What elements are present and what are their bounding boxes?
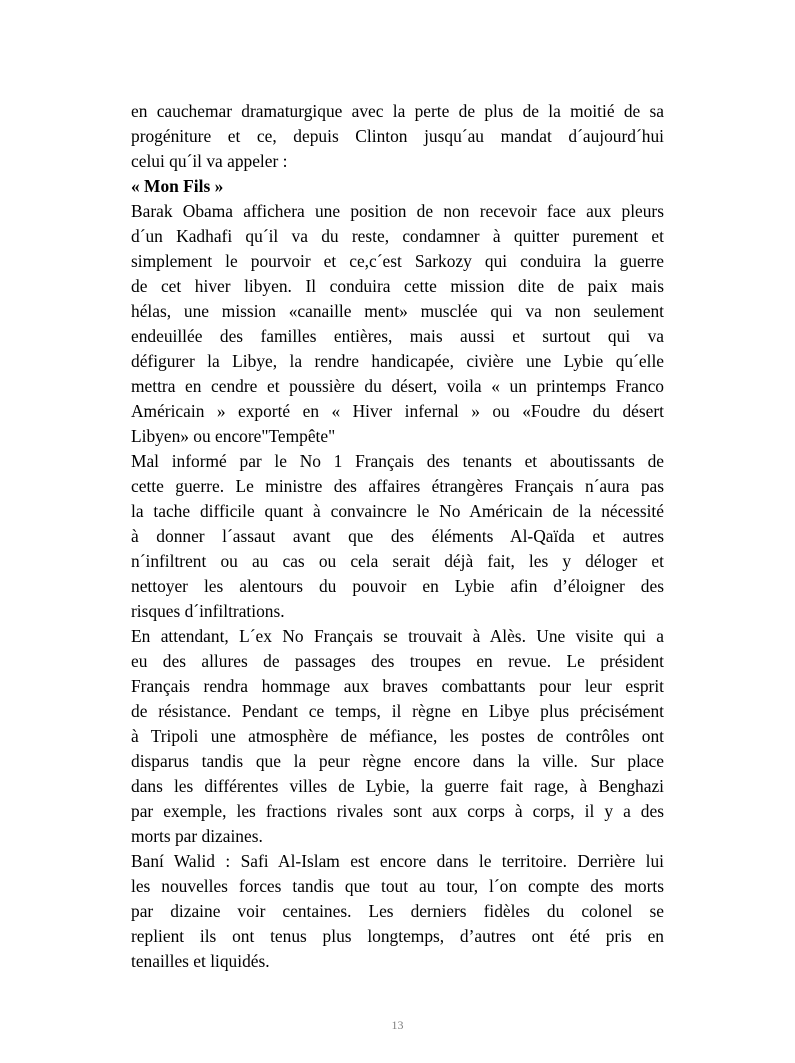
text-line: En attendant, L´ex No Français se trouvait à Alès. Une visite qui a bbox=[131, 626, 664, 646]
text-line: Libyen» ou encore"Tempête" bbox=[131, 426, 336, 446]
text-line: la tache difficile quant à convaincre le No Américain de la nécessité bbox=[131, 501, 664, 521]
text-line: « Mon Fils » bbox=[131, 176, 224, 196]
text-line: celui qu´il va appeler : bbox=[131, 151, 288, 171]
text-line: Mal informé par le No 1 Français des tenants et aboutissants de bbox=[131, 451, 664, 471]
text-line: de cet hiver libyen. Il conduira cette mission dite de paix mais bbox=[131, 276, 664, 296]
text-line: progéniture et ce, depuis Clinton jusqu´au mandat d´aujourd´hui bbox=[131, 126, 664, 146]
text-line: eu des allures de passages des troupes en revue. Le président bbox=[131, 651, 664, 671]
text-line: Français rendra hommage aux braves combattants pour leur esprit bbox=[131, 676, 664, 696]
paragraph bbox=[131, 849, 664, 974]
text-line: en cauchemar dramaturgique avec la perte de plus de la moitié de sa bbox=[131, 101, 664, 121]
paragraph bbox=[131, 624, 664, 849]
text-line: de résistance. Pendant ce temps, il règne en Libye plus précisément bbox=[131, 701, 664, 721]
text-line: par dizaine voir centaines. Les derniers fidèles du colonel se bbox=[131, 901, 664, 921]
text-line: tenailles et liquidés. bbox=[131, 951, 270, 971]
text-line: simplement le pourvoir et ce,c´est Sarkozy qui conduira la guerre bbox=[131, 251, 664, 271]
page-number: 13 bbox=[391, 1018, 404, 1032]
text-line: disparus tandis que la peur règne encore dans la ville. Sur place bbox=[131, 751, 664, 771]
text-line: les nouvelles forces tandis que tout au tour, l´on compte des morts bbox=[131, 876, 664, 896]
text-line: n´infiltrent ou au cas ou cela serait déjà fait, les y déloger et bbox=[131, 551, 664, 571]
text-line: morts par dizaines. bbox=[131, 826, 263, 846]
body-text bbox=[131, 99, 664, 974]
section-heading bbox=[131, 174, 664, 199]
text-line: défigurer la Libye, la rendre handicapée, civière une Lybie qu´elle bbox=[131, 351, 664, 371]
text-line: par exemple, les fractions rivales sont aux corps à corps, il y a des bbox=[131, 801, 664, 821]
text-line: dans les différentes villes de Lybie, la guerre fait rage, à Benghazi bbox=[131, 776, 664, 796]
text-line: Baní Walid : Safi Al-Islam est encore dans le territoire. Derrière lui bbox=[131, 851, 664, 871]
paragraph bbox=[131, 199, 664, 449]
text-line: à donner l´assaut avant que des éléments Al-Qaïda et autres bbox=[131, 526, 664, 546]
text-line: endeuillée des familles entières, mais aussi et surtout qui va bbox=[131, 326, 664, 346]
paragraph bbox=[131, 99, 664, 174]
text-line: risques d´infiltrations. bbox=[131, 601, 285, 621]
text-line: replient ils ont tenus plus longtemps, d’autres ont été pris en bbox=[131, 926, 664, 946]
text-line: d´un Kadhafi qu´il va du reste, condamner à quitter purement et bbox=[131, 226, 664, 246]
text-line: Barak Obama affichera une position de non recevoir face aux pleurs bbox=[131, 201, 664, 221]
paragraph bbox=[131, 449, 664, 624]
text-line: nettoyer les alentours du pouvoir en Lybie afin d’éloigner des bbox=[131, 576, 664, 596]
text-line: hélas, une mission «canaille ment» musclée qui va non seulement bbox=[131, 301, 664, 321]
text-line: cette guerre. Le ministre des affaires étrangères Français n´aura pas bbox=[131, 476, 664, 496]
text-line: mettra en cendre et poussière du désert, voila « un printemps Franco bbox=[131, 376, 664, 396]
text-line: à Tripoli une atmosphère de méfiance, les postes de contrôles ont bbox=[131, 726, 664, 746]
text-line: Américain » exporté en « Hiver infernal » ou «Foudre du désert bbox=[131, 401, 664, 421]
